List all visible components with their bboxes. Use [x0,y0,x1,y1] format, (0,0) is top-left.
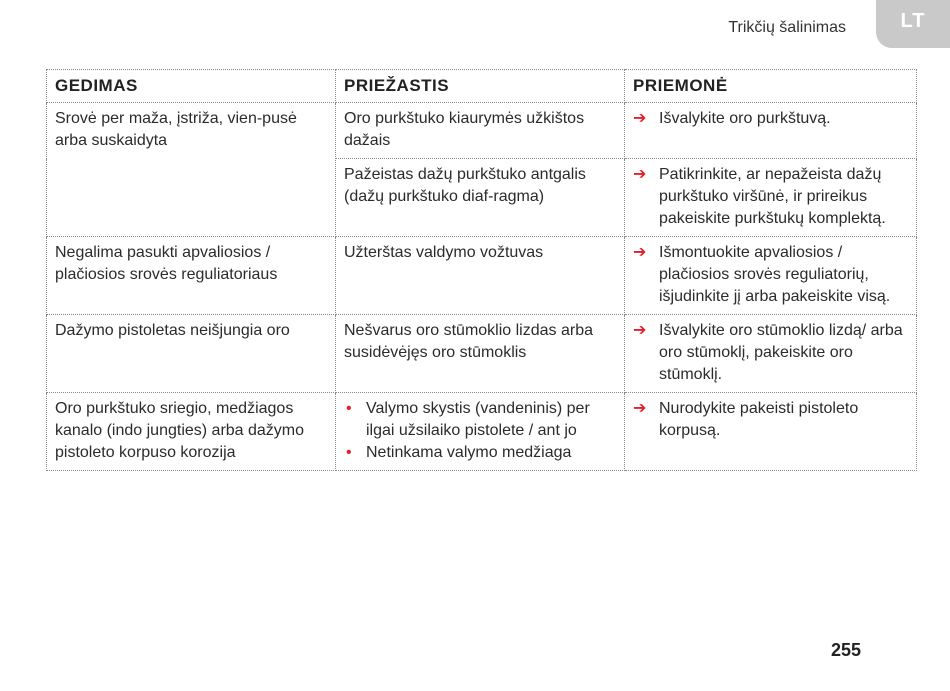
table-row [47,103,917,159]
cause-cell: Pažeistas dažų purkštuko antgalis (dažų purkštuko diaf-ragma) [336,159,625,237]
table-header-row [47,70,917,103]
list-item [344,442,616,464]
remedy-cell [625,393,917,471]
remedy-cell [625,103,917,159]
bullet-icon: • [346,400,352,417]
column-header-cause: PRIEŽASTIS [336,70,625,103]
cause-bullet-text: Valymo skystis (vandeninis) per ilgai užsilaiko pistolete / ant jo [366,400,590,439]
arrow-right-icon: ➔ [633,400,647,417]
language-tab: LT [876,0,950,48]
page-header-title: Trikčių šalinimas [728,19,846,36]
remedy-text: Nurodykite pakeisti pistoleto korpusą. [659,400,859,439]
arrow-right-icon: ➔ [633,110,647,127]
fault-cell: Srovė per maža, įstriža, vien-pusė arba suskaidyta [47,103,336,237]
cause-cell: Nešvarus oro stūmoklio lizdas arba susidėvėjęs oro stūmoklis [336,315,625,393]
remedy-text: Išmontuokite apvaliosios / plačiosios srovės reguliatorių, išjudinkite jį arba pakeiskite visą. [659,244,891,305]
cause-bullet-list [344,398,616,464]
table-row [47,393,917,471]
remedy-cell [625,315,917,393]
table-row [47,237,917,315]
fault-cell: Dažymo pistoletas neišjungia oro [47,315,336,393]
cause-cell: Oro purkštuko kiaurymės užkištos dažais [336,103,625,159]
arrow-right-icon: ➔ [633,166,647,183]
remedy-cell [625,237,917,315]
remedy-text: Išvalykite oro purkštuvą. [659,110,831,127]
bullet-icon: • [346,444,352,461]
page-number: 255 [830,640,861,660]
cause-bullet-text: Netinkama valymo medžiaga [366,444,572,461]
column-header-fault: GEDIMAS [47,70,336,103]
list-item [344,398,616,442]
arrow-right-icon: ➔ [633,244,647,261]
table-row [47,315,917,393]
arrow-right-icon: ➔ [633,322,647,339]
fault-cell: Oro purkštuko sriegio, medžiagos kanalo (indo jungties) arba dažymo pistoleto korpuso korozija [47,393,336,471]
fault-cell: Negalima pasukti apvaliosios / plačiosios srovės reguliatoriaus [47,237,336,315]
remedy-text: Išvalykite oro stūmoklio lizdą/ arba oro stūmoklį, pakeiskite oro stūmoklį. [659,322,903,383]
remedy-text: Patikrinkite, ar nepažeista dažų purkštuko viršūnė, ir prireikus pakeiskite purkštukų komplektą. [659,166,886,227]
troubleshooting-table [46,69,917,471]
cause-cell: Užterštas valdymo vožtuvas [336,237,625,315]
column-header-remedy: PRIEMONĖ [625,70,917,103]
remedy-cell [625,159,917,237]
cause-cell [336,393,625,471]
